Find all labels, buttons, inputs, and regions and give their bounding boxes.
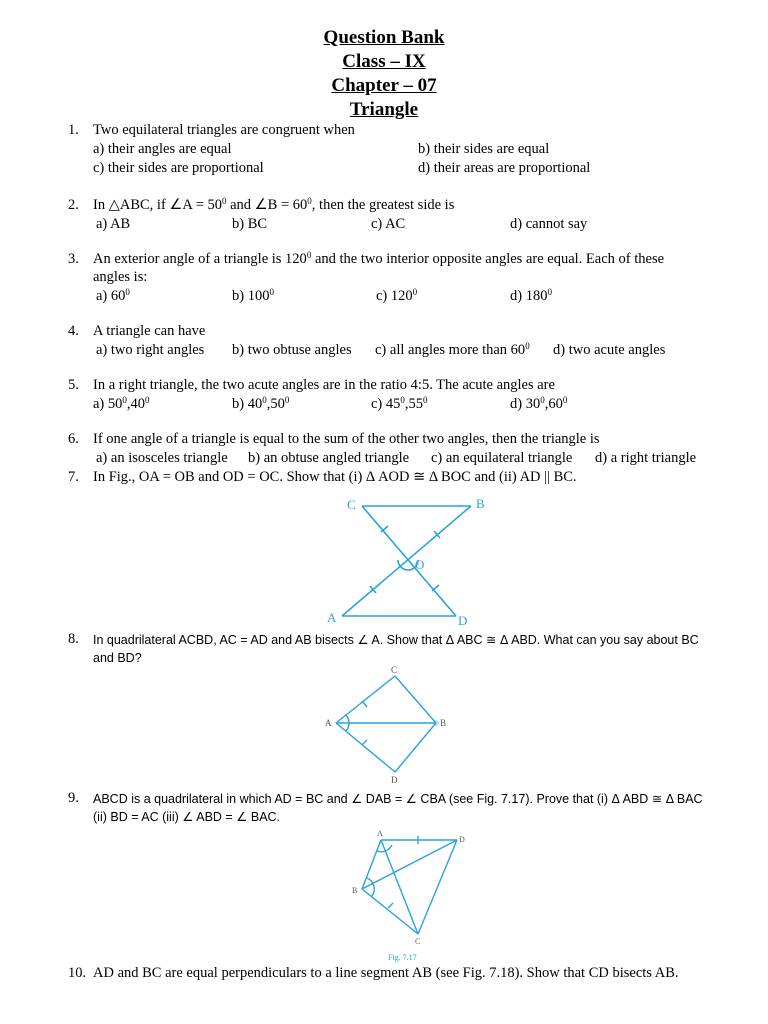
option-text: ,55 bbox=[404, 396, 424, 412]
tick-mark bbox=[388, 903, 393, 908]
option-a: a) AB bbox=[96, 216, 131, 232]
tick-mark bbox=[370, 586, 376, 593]
option-text: b) 100 bbox=[232, 288, 270, 304]
option-text: c) 45 bbox=[371, 396, 401, 412]
option-b: b) their sides are equal bbox=[418, 141, 550, 157]
question-text: AD and BC are equal perpendiculars to a line segment AB (see Fig. 7.18). Show that CD bisects AB. bbox=[93, 965, 679, 981]
question-text-line2: (ii) BD = AC (iii) ∠ ABD = ∠ BAC. bbox=[93, 810, 281, 824]
question-text bbox=[93, 251, 664, 268]
label-a: A bbox=[377, 829, 383, 838]
label-c: C bbox=[391, 665, 398, 675]
option-text: d) 30 bbox=[510, 396, 541, 412]
option-text: d) 180 bbox=[510, 288, 548, 304]
segment-ba bbox=[342, 506, 471, 616]
question-number: 5. bbox=[68, 377, 79, 393]
label-c: C bbox=[347, 497, 356, 512]
text-part: , then the greatest side is bbox=[311, 197, 455, 213]
degree-sup: 0 bbox=[122, 395, 127, 405]
question-number: 10. bbox=[68, 965, 87, 981]
question-text-line2: and BD? bbox=[93, 651, 142, 665]
label-b: B bbox=[476, 496, 485, 511]
text-part: An exterior angle of a triangle is 120 bbox=[93, 251, 307, 267]
option-a: a) their angles are equal bbox=[93, 141, 232, 157]
degree-sup: 0 bbox=[423, 395, 428, 405]
question-text: In Fig., OA = OB and OD = OC. Show that (i) Δ AOD ≅ Δ BOC and (ii) AD || BC. bbox=[93, 469, 577, 485]
tick-mark bbox=[434, 531, 440, 538]
label-d: D bbox=[459, 835, 465, 844]
degree-sup: 0 bbox=[284, 395, 290, 405]
question-number: 8. bbox=[68, 631, 79, 647]
question-number: 7. bbox=[68, 469, 79, 485]
option-text: c) 120 bbox=[376, 288, 413, 304]
segment-cb bbox=[395, 676, 436, 723]
document-title: Question Bank bbox=[323, 27, 445, 48]
degree-sup: 0 bbox=[145, 395, 150, 405]
option-b: b) two obtuse angles bbox=[232, 342, 352, 358]
option-text: a) 60 bbox=[96, 288, 126, 304]
segment-ab bbox=[362, 840, 381, 889]
degree-sup: 0 bbox=[269, 287, 274, 297]
text-part: and ∠B = 60 bbox=[226, 197, 308, 213]
point-b bbox=[433, 720, 439, 726]
angle-arc-b bbox=[367, 878, 374, 896]
segment-dc bbox=[418, 840, 457, 934]
question-text: In quadrilateral ACBD, AC = AD and AB bisects ∠ A. Show that Δ ABC ≅ Δ ABD. What can you say about BC bbox=[93, 633, 699, 647]
label-c: C bbox=[415, 937, 421, 946]
question-text: In a right triangle, the two acute angles are in the ratio 4:5. The acute angles are bbox=[93, 377, 555, 393]
question-text: A triangle can have bbox=[93, 323, 206, 339]
option-d bbox=[510, 396, 567, 413]
topic-heading: Triangle bbox=[349, 99, 419, 120]
question-number: 4. bbox=[68, 323, 79, 339]
option-b: b) BC bbox=[232, 216, 268, 232]
tick-mark bbox=[432, 585, 439, 591]
tick-mark bbox=[362, 701, 367, 707]
option-d: d) their areas are proportional bbox=[418, 160, 591, 176]
degree-sup: 0 bbox=[222, 196, 227, 206]
label-b: B bbox=[352, 886, 358, 895]
degree-sup: 0 bbox=[547, 287, 552, 297]
segment-ad bbox=[336, 723, 395, 772]
question-number: 9. bbox=[68, 790, 79, 806]
option-a: a) an isosceles triangle bbox=[96, 450, 228, 466]
degree-sup: 0 bbox=[307, 196, 312, 206]
text-part: In △ABC, if ∠A = 50 bbox=[93, 197, 222, 213]
option-c bbox=[376, 288, 417, 305]
angle-arc-o bbox=[398, 560, 418, 570]
label-a: A bbox=[327, 610, 337, 625]
degree-sup: 0 bbox=[412, 287, 418, 297]
option-d bbox=[510, 288, 552, 305]
option-b bbox=[232, 396, 289, 413]
chapter-heading: Chapter – 07 bbox=[331, 75, 437, 96]
question-number: 3. bbox=[68, 251, 79, 267]
question-number: 2. bbox=[68, 197, 79, 213]
option-c bbox=[375, 342, 530, 359]
label-d: D bbox=[391, 775, 398, 785]
option-text: ,40 bbox=[126, 396, 146, 412]
segment-ac bbox=[381, 840, 418, 934]
segment-bc bbox=[362, 889, 418, 934]
label-a: A bbox=[325, 718, 332, 728]
option-text: ,60 bbox=[544, 396, 563, 412]
option-text: b) 40 bbox=[232, 396, 263, 412]
option-a bbox=[96, 288, 130, 305]
segment-db bbox=[362, 840, 457, 889]
option-text: c) all angles more than 60 bbox=[375, 342, 526, 358]
degree-sup: 0 bbox=[306, 250, 312, 260]
label-o: O bbox=[415, 557, 425, 572]
label-d: D bbox=[458, 613, 468, 628]
text-part: and the two interior opposite angles are equal. Each of these bbox=[311, 251, 665, 267]
degree-sup: 0 bbox=[125, 287, 130, 297]
option-c: c) their sides are proportional bbox=[93, 160, 264, 176]
segment-bd bbox=[395, 723, 436, 772]
option-d: d) cannot say bbox=[510, 216, 588, 232]
label-b: B bbox=[440, 718, 447, 728]
option-b bbox=[232, 288, 274, 305]
question-text bbox=[93, 197, 454, 214]
option-c: c) AC bbox=[371, 216, 406, 232]
angle-arc-a bbox=[377, 845, 392, 852]
class-heading: Class – IX bbox=[342, 51, 426, 72]
option-b: b) an obtuse angled triangle bbox=[248, 450, 410, 466]
tick-mark bbox=[362, 740, 367, 745]
option-a: a) two right angles bbox=[96, 342, 205, 358]
question-number: 6. bbox=[68, 431, 79, 447]
question-text: If one angle of a triangle is equal to the sum of the other two angles, then the triangle is bbox=[93, 431, 600, 447]
angle-arc-a bbox=[346, 715, 349, 731]
degree-sup: 0 bbox=[540, 395, 545, 405]
option-d: d) a right triangle bbox=[595, 450, 697, 466]
segment-cd bbox=[362, 506, 456, 616]
segment-ca bbox=[336, 676, 395, 723]
option-text: ,50 bbox=[266, 396, 285, 412]
question-text: ABCD is a quadrilateral in which AD = BC and ∠ DAB = ∠ CBA (see Fig. 7.17). Prove that (i) Δ ABD ≅ Δ BAC bbox=[93, 792, 703, 806]
option-c bbox=[371, 396, 428, 413]
degree-sup: 0 bbox=[525, 341, 530, 351]
degree-sup: 0 bbox=[562, 395, 568, 405]
question-number: 1. bbox=[68, 122, 79, 138]
degree-sup: 0 bbox=[262, 395, 267, 405]
degree-sup: 0 bbox=[400, 395, 405, 405]
tick-mark bbox=[381, 526, 388, 532]
figure-caption: Fig. 7.17 bbox=[388, 953, 417, 962]
option-text: a) 50 bbox=[93, 396, 123, 412]
question-text-line2: angles is: bbox=[93, 269, 148, 285]
option-a bbox=[93, 396, 150, 413]
option-c: c) an equilateral triangle bbox=[431, 450, 573, 466]
question-text: Two equilateral triangles are congruent when bbox=[93, 122, 355, 138]
option-d: d) two acute angles bbox=[553, 342, 666, 358]
